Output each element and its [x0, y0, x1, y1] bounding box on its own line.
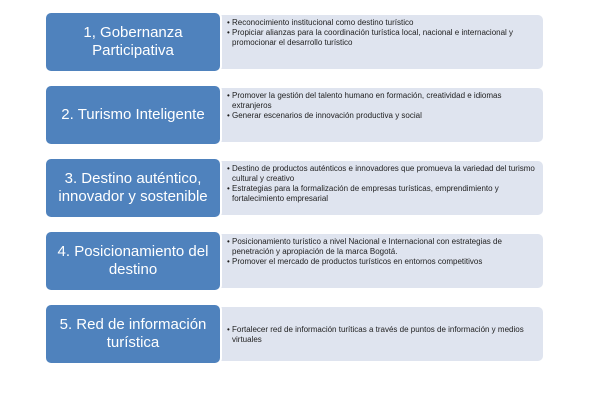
strategy-row-4 [0, 230, 600, 294]
strategy-details-2 [212, 88, 543, 142]
strategy-row-5 [0, 303, 600, 367]
strategy-bullet: • Fortalecer red de información turíticas a través de puntos de información y medios virtuales [228, 325, 537, 345]
strategy-bullet: • Posicionamiento turístico a nivel Nacional e Internacional con estrategias de penetración y apropiación de la marca Bogotá. [228, 237, 537, 257]
strategy-row-1 [0, 11, 600, 75]
strategy-details-1 [212, 15, 543, 69]
strategy-bullet: • Promover el mercado de productos turísticos en entornos competitivos [228, 257, 537, 267]
strategy-title-2: 2. Turismo Inteligente [44, 84, 222, 146]
strategy-bullet: • Generar escenarios de innovación productiva y social [228, 111, 537, 121]
strategy-bullet: • Estrategias para la formalización de empresas turísticas, emprendimiento y fortalecimiento empresarial [228, 184, 537, 204]
strategy-title-5: 5. Red de información turística [44, 303, 222, 365]
strategy-details-3 [212, 161, 543, 215]
strategy-details-5 [212, 307, 543, 361]
strategy-bullet: • Destino de productos auténticos e innovadores que promueva la variedad del turismo cultural y creativo [228, 164, 537, 184]
strategy-row-3 [0, 157, 600, 221]
strategy-bullet: • Promover la gestión del talento humano en formación, creatividad e idiomas extranjeros [228, 91, 537, 111]
strategy-bullet: • Propiciar alianzas para la coordinación turística local, nacional e internacional y promocionar el desarrollo turístico [228, 28, 537, 48]
strategy-details-4 [212, 234, 543, 288]
strategy-title-3: 3. Destino auténtico, innovador y sostenible [44, 157, 222, 219]
strategy-title-1: 1, Gobernanza Participativa [44, 11, 222, 73]
strategy-row-2 [0, 84, 600, 148]
strategy-title-4: 4. Posicionamiento del destino [44, 230, 222, 292]
strategy-bullet: • Reconocimiento institucional como destino turístico [228, 18, 537, 28]
